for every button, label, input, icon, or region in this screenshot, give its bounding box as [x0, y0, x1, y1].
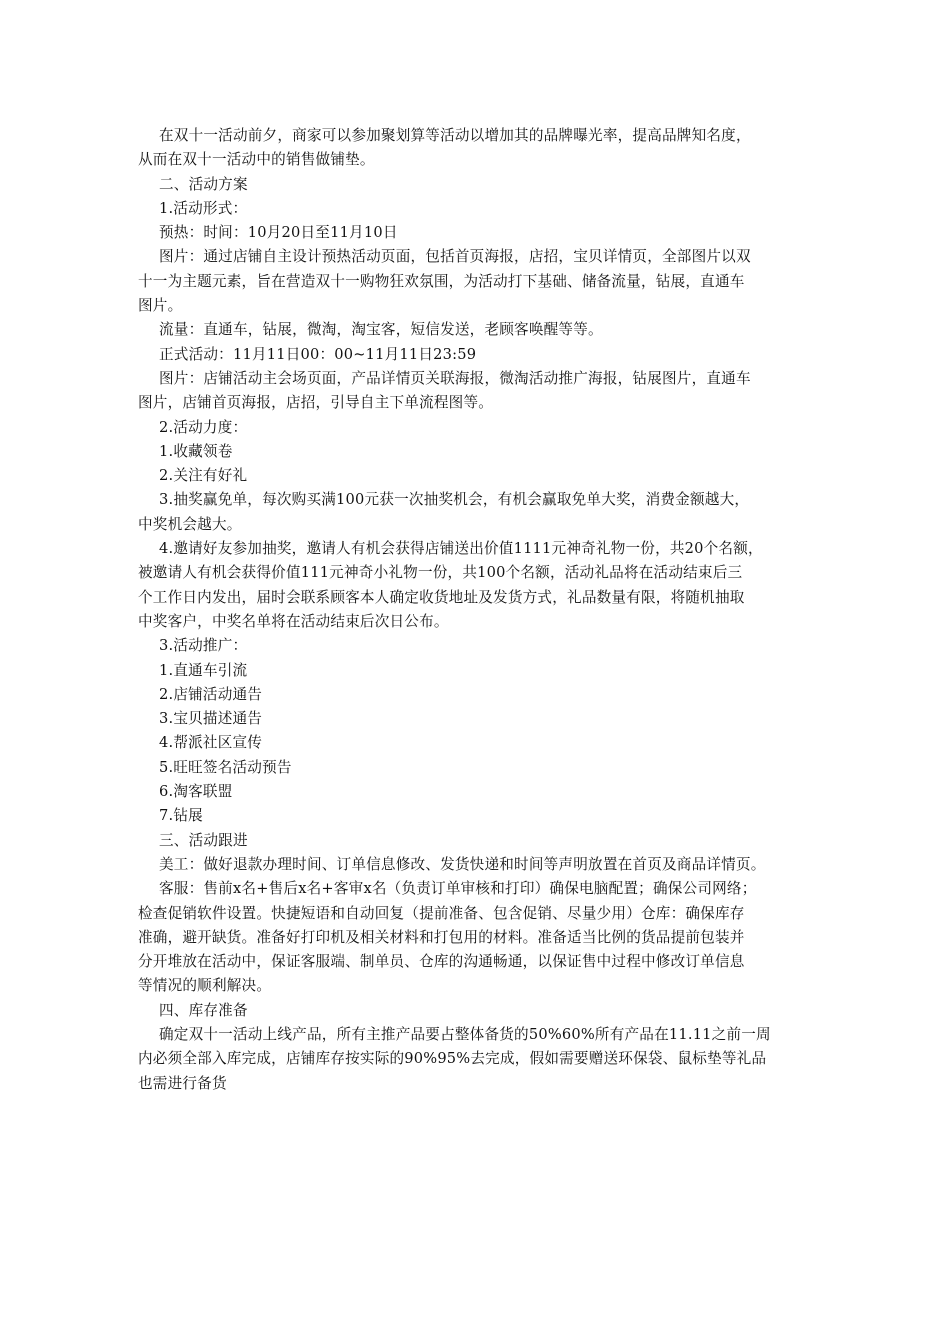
list-item: 4.邀请好友参加抽奖，邀请人有机会获得店铺送出价值1111元神奇礼物一份，共20个名额， 被邀请人有机会获得价值111元神奇小礼物一份，共100个名额，活动礼品将在活动结束后三 个工作日内发出，届时会联系顾客本人确定收货地址及发货方式，礼品数量有限，将随机抽取 中奖客户，中奖名单将在活动结束后次日公布。 [138, 540, 763, 630]
list-item: 5.旺旺签名活动预告 [159, 758, 292, 776]
list-item: 2.关注有好礼 [159, 467, 248, 485]
paragraph-traffic: 流量：直通车，钻展，微淘，淘宝客，短信发送，老顾客唤醒等等。 [159, 321, 603, 339]
subheading-activity-form: 1.活动形式： [159, 199, 248, 217]
list-item: 7.钻展 [159, 807, 203, 825]
paragraph-inventory: 确定双十一活动上线产品，所有主推产品要占整体备货的50%60%所有产品在11.11之前一周 内必须全部入库完成，店铺库存按实际的90%95%去完成，假如需要赠送环保袋、鼠标垫等礼品 也需进行备货 [138, 1025, 771, 1092]
paragraph-formal-activity: 正式活动：11月11日00：00~11月11日23:59 [159, 345, 477, 363]
list-item: 3.抽奖赢免单，每次购买满100元获一次抽奖机会，有机会赢取免单大奖，消费金额越大， 中奖机会越大。 [138, 491, 750, 533]
paragraph-formal-images: 图片：店铺活动主会场页面，产品详情页关联海报，微淘活动推广海报，钻展图片，直通车 图片，店铺首页海报，店招，引导自主下单流程图等。 [138, 369, 751, 412]
list-item: 1.直通车引流 [159, 661, 248, 679]
paragraph-preheat-images: 图片：通过店铺自主设计预热活动页面，包括首页海报，店招，宝贝详情页，全部图片以双 十一为主题元素，旨在营造双十一购物狂欢氛围，为活动打下基础、储备流量，钻展，直通车 图片。 [138, 248, 751, 315]
paragraph-customer-service: 客服：售前x名+售后x名+客审x名（负责订单审核和打印）确保电脑配置；确保公司网络； 检查促销软件设置。快捷短语和自动回复（提前准备、包含促销、尽量少用）仓库：确保库存 准确，避开缺货。准备好打印机及相关材料和打包用的材料。准备适当比例的货品提前包装并 分开堆放在活动中，保证客服端、制单员、仓库的沟通畅通，以保证售中过程中修改订单信息 等情况的顺利解决。 [138, 880, 757, 995]
subheading-activity-strength: 2.活动力度： [159, 418, 248, 436]
paragraph-intro: 在双十一活动前夕，商家可以参加聚划算等活动以增加其的品牌曝光率，提高品牌知名度， 从而在双十一活动中的销售做铺垫。 [138, 127, 751, 169]
list-item: 6.淘客联盟 [159, 783, 233, 801]
paragraph-preheat-time: 预热：时间：10月20日至11月10日 [159, 224, 398, 242]
document-body [138, 124, 814, 1096]
paragraph-designer: 美工：做好退款办理时间、订单信息修改、发货快递和时间等声明放置在首页及商品详情页。 [159, 855, 766, 873]
section-heading-activity-plan: 二、活动方案 [159, 175, 248, 193]
section-heading-inventory: 四、库存准备 [159, 1001, 248, 1019]
list-item: 2.店铺活动通告 [159, 685, 263, 703]
list-item: 1.收藏领卷 [159, 442, 233, 460]
list-item: 3.宝贝描述通告 [159, 710, 263, 728]
subheading-activity-promotion: 3.活动推广： [159, 637, 248, 655]
list-item: 4.帮派社区宣传 [159, 734, 263, 752]
section-heading-activity-follow-up: 三、活动跟进 [159, 831, 248, 849]
